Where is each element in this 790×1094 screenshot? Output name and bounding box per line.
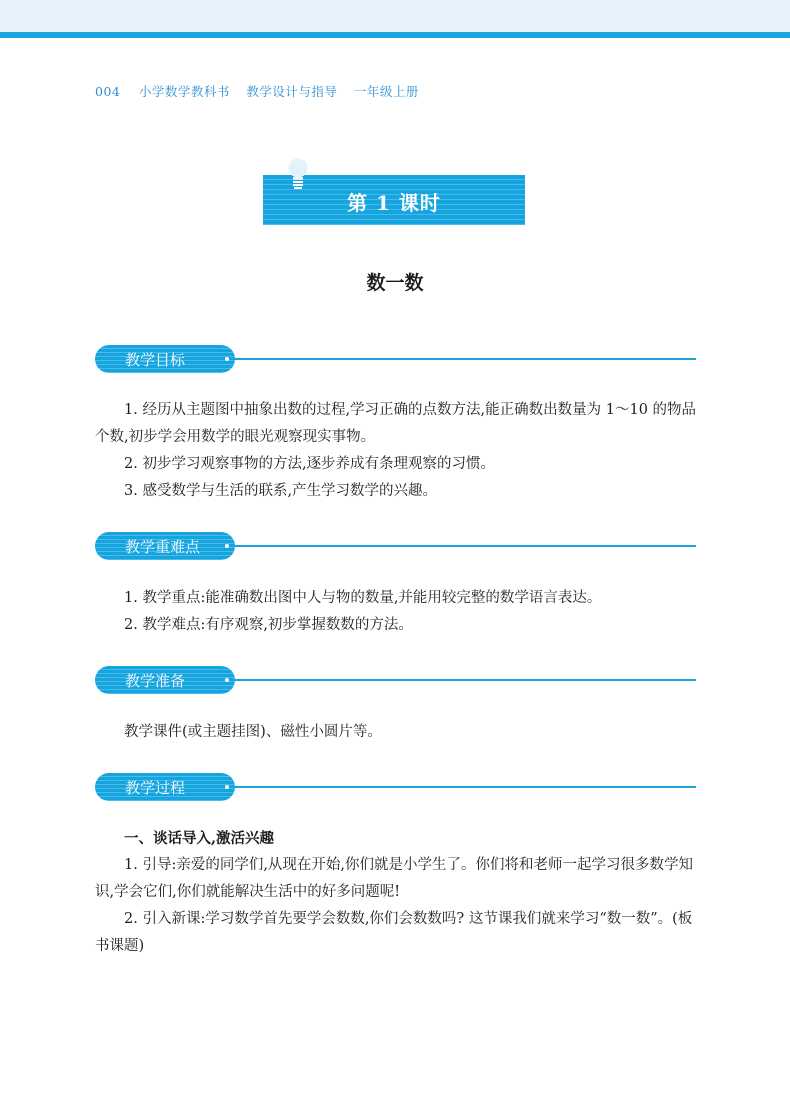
section-tab <box>95 773 235 801</box>
bullet-dot-icon <box>225 678 229 682</box>
section-tab <box>95 345 235 373</box>
section-tab <box>95 666 235 694</box>
process-step-heading: 一、谈话导入,激活兴趣 <box>124 830 275 847</box>
key-point-item-1: 1. 教学重点:能准确数出图中人与物的数量,并能用较完整的数学语言表达。 <box>124 590 602 606</box>
key-point-item-2: 2. 教学难点:有序观察,初步掌握数数的方法。 <box>124 617 413 633</box>
grade-label: 一年级上册 <box>353 84 419 99</box>
preparation-text: 教学课件(或主题挂图)、磁性小圆片等。 <box>124 724 382 740</box>
page-number: 004 <box>95 84 121 99</box>
section-header-key-points <box>95 532 696 560</box>
section-title: 教学目标 <box>125 351 186 369</box>
section-rule <box>231 679 696 681</box>
bullet-dot-icon <box>225 785 229 789</box>
process-item-2: 2. 引入新课:学习数学首先要学会数数,你们会数数吗? 这节课我们就来学习“数一数”。(板书课题) <box>95 911 693 954</box>
top-color-band <box>0 0 790 32</box>
objective-item-2: 2. 初步学习观察事物的方法,逐步养成有条理观察的习惯。 <box>124 456 496 472</box>
process-item-1: 1. 引导:亲爱的同学们,从现在开始,你们就是小学生了。你们将和老师一起学习很多数学知识,学会它们,你们就能解决生活中的好多问题呢! <box>95 857 694 900</box>
section-title: 教学准备 <box>125 672 186 690</box>
section-header-objectives <box>95 345 696 373</box>
section-tab <box>95 532 235 560</box>
lightbulb-icon <box>287 158 309 194</box>
section-rule <box>231 545 696 547</box>
objective-item-1: 1. 经历从主题图中抽象出数的过程,学习正确的点数方法,能正确数出数量为 1～10 的物品个数,初步学会用数学的眼光观察现实事物。 <box>95 402 697 445</box>
section-rule <box>231 786 696 788</box>
section-title: 教学重难点 <box>125 538 201 556</box>
section-title: 教学过程 <box>125 779 186 797</box>
lesson-label: 第 1 课时 <box>347 191 441 215</box>
book-title: 小学数学教科书 <box>138 84 230 99</box>
running-header <box>95 82 419 100</box>
book-subtitle: 教学设计与指导 <box>246 84 338 99</box>
bullet-dot-icon <box>225 544 229 548</box>
section-header-process <box>95 773 696 801</box>
lesson-title: 数一数 <box>366 272 424 294</box>
top-accent-rule <box>0 32 790 38</box>
section-header-preparation <box>95 666 696 694</box>
bullet-dot-icon <box>225 357 229 361</box>
section-rule <box>231 358 696 360</box>
objective-item-3: 3. 感受数学与生活的联系,产生学习数学的兴趣。 <box>124 483 438 499</box>
